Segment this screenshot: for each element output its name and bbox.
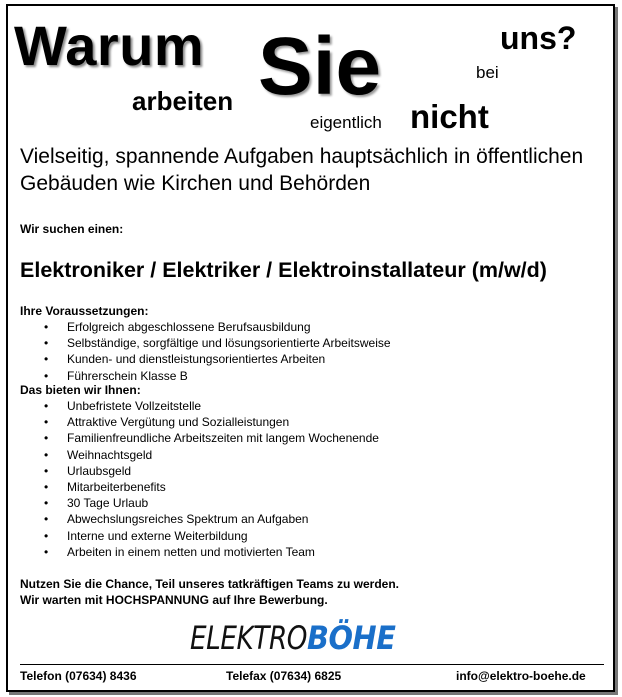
intro-text: Vielseitig, spannende Aufgaben hauptsächlich in öffentlichen Gebäuden wie Kirchen und Behörden	[20, 145, 584, 195]
list-item: • Mitarbeiterbenefits	[44, 480, 166, 495]
list-item: • Unbefristete Vollzeitstelle	[44, 399, 202, 413]
headline-word-uns: uns?	[500, 20, 577, 56]
headline-word-nicht: nicht	[410, 98, 489, 135]
bullet-icon: •	[44, 480, 49, 495]
list-item: • Interne und externe Weiterbildung	[44, 528, 248, 543]
list-item: • Weihnachtsgeld	[44, 447, 153, 462]
list-item: • Arbeiten in einem netten und motivierten Team	[44, 544, 315, 559]
footer-divider	[20, 664, 604, 665]
requirements-list	[20, 319, 391, 384]
bullet-icon: •	[44, 528, 49, 543]
bullet-icon: •	[44, 431, 49, 446]
bullet-icon: •	[44, 447, 49, 462]
headline-word-eigentlich: eigentlich	[310, 113, 382, 132]
logo-part-boehe: BÖHE	[306, 619, 396, 657]
requirements-section	[20, 303, 391, 384]
list-item: • Erfolgreich abgeschlossene Berufsausbildung	[44, 320, 311, 334]
closing-line-1: Nutzen Sie die Chance, Teil unseres tatkräftigen Teams zu werden.	[20, 577, 399, 591]
offer-heading: Das bieten wir Ihnen:	[20, 383, 141, 397]
bullet-icon: •	[44, 512, 49, 527]
search-label: Wir suchen einen:	[20, 222, 124, 236]
bullet-icon: •	[44, 399, 49, 413]
offer-section	[20, 382, 379, 560]
list-item: • Abwechslungsreiches Spektrum an Aufgaben	[44, 512, 309, 527]
closing-text	[20, 576, 399, 608]
footer-phone: Telefon (07634) 8436	[20, 669, 137, 683]
bullet-icon: •	[44, 544, 49, 559]
list-item: • Kunden- und dienstleistungsorientiertes Arbeiten	[44, 352, 326, 367]
list-item: • Selbständige, sorgfältige und lösungsorientierte Arbeitsweise	[44, 336, 391, 351]
closing-line-2: Wir warten mit HOCHSPANNUNG auf Ihre Bewerbung.	[20, 593, 328, 607]
logo-part-elektro: ELEKTRO	[190, 619, 308, 657]
job-title: Elektroniker / Elektriker / Elektroinstallateur (m/w/d)	[20, 258, 547, 282]
list-item: • Führerschein Klasse B	[44, 368, 188, 383]
list-item: • 30 Tage Urlaub	[44, 496, 149, 511]
bullet-icon: •	[44, 368, 49, 383]
headline-word-arbeiten: arbeiten	[132, 86, 234, 116]
headline-word-warum: Warum	[14, 14, 205, 77]
list-item: • Familienfreundliche Arbeitszeiten mit langem Wochenende	[44, 431, 379, 446]
bullet-icon: •	[44, 352, 49, 367]
bullet-icon: •	[44, 320, 49, 334]
bullet-icon: •	[44, 463, 49, 478]
footer-fax: Telefax (07634) 6825	[226, 669, 342, 683]
headline-word-sie: Sie	[258, 21, 382, 112]
bullet-icon: •	[44, 496, 49, 511]
bullet-icon: •	[44, 336, 49, 351]
headline-word-bei: bei	[476, 63, 499, 82]
list-item: • Urlaubsgeld	[44, 463, 132, 478]
bullet-icon: •	[44, 415, 49, 430]
list-item: • Attraktive Vergütung und Sozialleistungen	[44, 415, 290, 430]
company-logo	[190, 619, 405, 657]
requirements-heading: Ihre Voraussetzungen:	[20, 304, 149, 318]
offer-list	[20, 398, 379, 560]
footer-email[interactable]: info@elektro-boehe.de	[456, 669, 586, 683]
